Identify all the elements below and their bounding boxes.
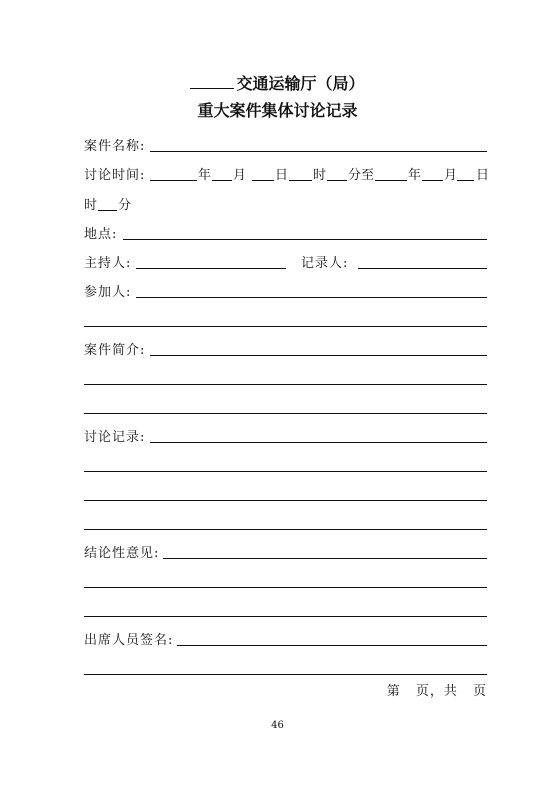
case-summary-label: 案件简介: (84, 343, 146, 358)
location-label: 地点: (84, 227, 118, 242)
end-month-field[interactable] (422, 180, 443, 181)
agency-name-blank[interactable] (190, 72, 234, 89)
start-minute-unit: 分 (348, 168, 362, 183)
participants-label: 参加人: (84, 285, 132, 300)
conclusion-label: 结论性意见: (84, 546, 160, 561)
start-hour-field[interactable] (289, 180, 312, 181)
case-name-label: 案件名称: (84, 139, 146, 154)
start-day-field[interactable] (252, 180, 274, 181)
conclusion-field-line3[interactable] (84, 616, 487, 617)
start-month-unit: 月 (233, 168, 247, 183)
end-minute-unit: 分 (118, 198, 132, 213)
end-day-field[interactable] (457, 180, 474, 181)
attendee-signature-field[interactable] (177, 645, 487, 646)
start-hour-unit: 时 (313, 168, 327, 183)
start-year-field[interactable] (150, 180, 197, 181)
case-name-field[interactable] (150, 151, 487, 152)
page-number: 46 (271, 720, 284, 731)
start-day-unit: 日 (275, 168, 289, 183)
discussion-time-label: 讨论时间: (84, 168, 146, 183)
host-field[interactable] (136, 268, 286, 269)
case-summary-field-line3[interactable] (84, 413, 487, 414)
start-minute-field[interactable] (327, 180, 347, 181)
location-field[interactable] (123, 239, 487, 240)
document-title-line2: 重大案件集体讨论记录 (197, 101, 358, 120)
recorder-label: 记录人: (301, 256, 349, 271)
attendee-signature-label: 出席人员签名: (84, 633, 174, 648)
document-title-line1 (0, 72, 555, 95)
title-agency-text: 交通运输厅（局） (236, 74, 365, 93)
time-range-separator: 至 (361, 168, 375, 183)
discussion-record-field[interactable] (150, 442, 487, 443)
recorder-field[interactable] (358, 268, 487, 269)
end-year-field[interactable] (375, 180, 407, 181)
start-month-field[interactable] (212, 180, 232, 181)
participants-field[interactable] (136, 297, 487, 298)
end-day-unit: 日 (476, 168, 490, 183)
case-summary-field-line2[interactable] (84, 384, 487, 385)
discussion-record-field-line3[interactable] (84, 500, 487, 501)
participants-field-line2[interactable] (84, 326, 487, 327)
end-year-unit: 年 (408, 168, 422, 183)
case-summary-field[interactable] (150, 355, 487, 356)
discussion-record-field-line2[interactable] (84, 471, 487, 472)
attendee-signature-field-line2[interactable] (84, 674, 487, 675)
page-count-info: 第 页，共 页 (386, 684, 487, 699)
discussion-record-label: 讨论记录: (84, 430, 146, 445)
conclusion-field[interactable] (163, 558, 487, 559)
conclusion-field-line2[interactable] (84, 587, 487, 588)
end-minute-field[interactable] (98, 210, 117, 211)
host-label: 主持人: (84, 256, 132, 271)
end-hour-unit: 时 (84, 198, 98, 213)
end-month-unit: 月 (444, 168, 458, 183)
discussion-record-field-line4[interactable] (84, 529, 487, 530)
start-year-unit: 年 (198, 168, 212, 183)
